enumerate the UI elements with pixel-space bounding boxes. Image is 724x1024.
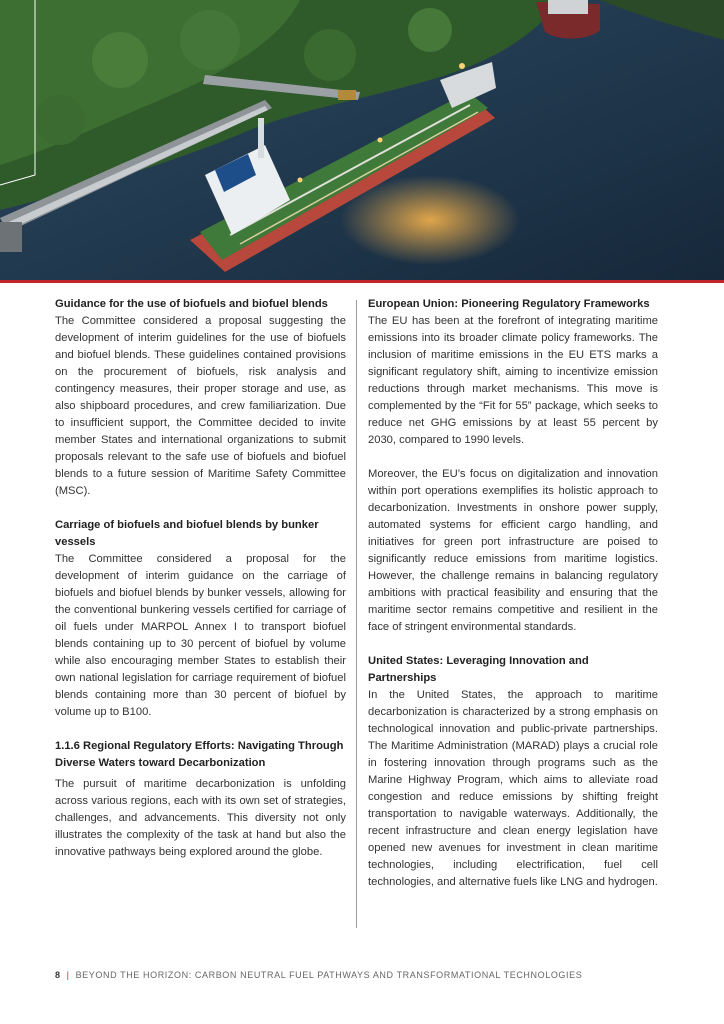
- section-body: The EU has been at the forefront of integrating maritime emissions into its broader climate policy frameworks. The inclusion of maritime emissions in the EU ETS marks a significant regulatory shift, aiming to incentivize emission reductions through market mechanisms. This move is complemented by the “Fit for 55” package, which seeks to reduce net GHG emissions by at least 55 percent by 2030, compared to 1990 levels.: [368, 315, 658, 446]
- page-number: 8: [55, 970, 61, 980]
- column-divider: [356, 300, 357, 928]
- section-heading: European Union: Pioneering Regulatory Frameworks: [368, 298, 650, 310]
- section-body: The pursuit of maritime decarbonization is unfolding across various regions, each with its own set of strategies, challenges, and advancements. This diversity not only illustrates the complexity of the task at hand but also the innovative pathways being explored around the globe.: [55, 778, 346, 858]
- tree-clump: [35, 95, 85, 145]
- page-footer: [55, 970, 675, 980]
- section-heading: Guidance for the use of biofuels and biofuel blends: [55, 298, 328, 310]
- paragraph-gap: [55, 500, 346, 517]
- section-body: In the United States, the approach to maritime decarbonization is characterized by a strong emphasis on technological innovation and public-private partnerships. The Maritime Administration (MARAD) plays a crucial role in fostering innovation through programs such as the Marine Highway Program, which aims to alleviate road congestion and reduce emissions by shifting freight transportation to navigable waterways. Additionally, the recent infrastructure and clean energy legislation have opened new avenues for investment in clean maritime technologies, including electrification, fuel cell technologies, and alternative fuels like LNG and hydrogen.: [368, 689, 658, 888]
- paragraph-gap: [368, 636, 658, 653]
- ship-light: [459, 63, 465, 69]
- right-column: [368, 296, 658, 891]
- hero-photo: [0, 0, 724, 282]
- mooring-buoy: [338, 90, 356, 100]
- ship-light: [298, 178, 303, 183]
- section-body: The Committee considered a proposal suggesting the development of interim guidelines for the use of biofuels and biofuel blends. These guidelines contained provisions on the procurement of biofuels, risk analysis and contingency measures, their proper storage and use, as also shipboard procedures, and crew familiarization. Due to insufficient support, the Committee decided to invite member States and international organizations to submit proposals relevant to the safe use of biofuels and biofuel blends to a future session of Maritime Safety Committee (MSC).: [55, 315, 346, 497]
- paragraph-gap: [55, 721, 346, 738]
- section-body: The Committee considered a proposal for the development of interim guidance on the carriage of biofuels and biofuel blends by bunker vessels, allowing for the conventional bunkering vessels certified for carriage of oil fuels under MARPOL Annex I to transport biofuel blends containing up to 30 percent of biofuel by volume while also encouraging member States to establish their own national legislation for carriage requirement of biofuel blends containing more than 30 percent of biofuel by volume up to B100.: [55, 553, 346, 718]
- tree-clump: [304, 29, 356, 81]
- accent-rule: [0, 280, 724, 283]
- tree-clump: [92, 32, 148, 88]
- left-column: [55, 296, 346, 861]
- jetty-pier: [0, 222, 22, 252]
- section-heading: United States: Leveraging Innovation and Partnerships: [368, 655, 589, 684]
- distant-ship-superstructure: [548, 0, 588, 14]
- ship-light: [378, 138, 383, 143]
- publication-title: BEYOND THE HORIZON: CARBON NEUTRAL FUEL PATHWAYS AND TRANSFORMATIONAL TECHNOLOGIES: [75, 970, 583, 980]
- ship-mast: [258, 118, 264, 158]
- footer-separator: |: [66, 970, 70, 980]
- section-heading: Carriage of biofuels and biofuel blends by bunker vessels: [55, 519, 319, 548]
- section-body: Moreover, the EU’s focus on digitalization and innovation within port operations exemplifies its holistic approach to decarbonization. Investments in onshore power supply, automated systems for efficient cargo handling, and initiatives for green port infrastructure are poised to significantly reduce emissions from maritime logistics. However, the challenge remains in balancing regulatory ambitions with practical feasibility and ensuring that the maritime sector remains competitive and resilient in the face of stringent environmental standards.: [368, 468, 658, 633]
- tanker-photo-illustration: [0, 0, 724, 282]
- paragraph-gap: [368, 449, 658, 466]
- tree-clump: [180, 10, 240, 70]
- subsection-heading: 1.1.6 Regional Regulatory Efforts: Navigating Through Diverse Waters toward Decarbonization: [55, 740, 344, 769]
- tree-clump: [408, 8, 452, 52]
